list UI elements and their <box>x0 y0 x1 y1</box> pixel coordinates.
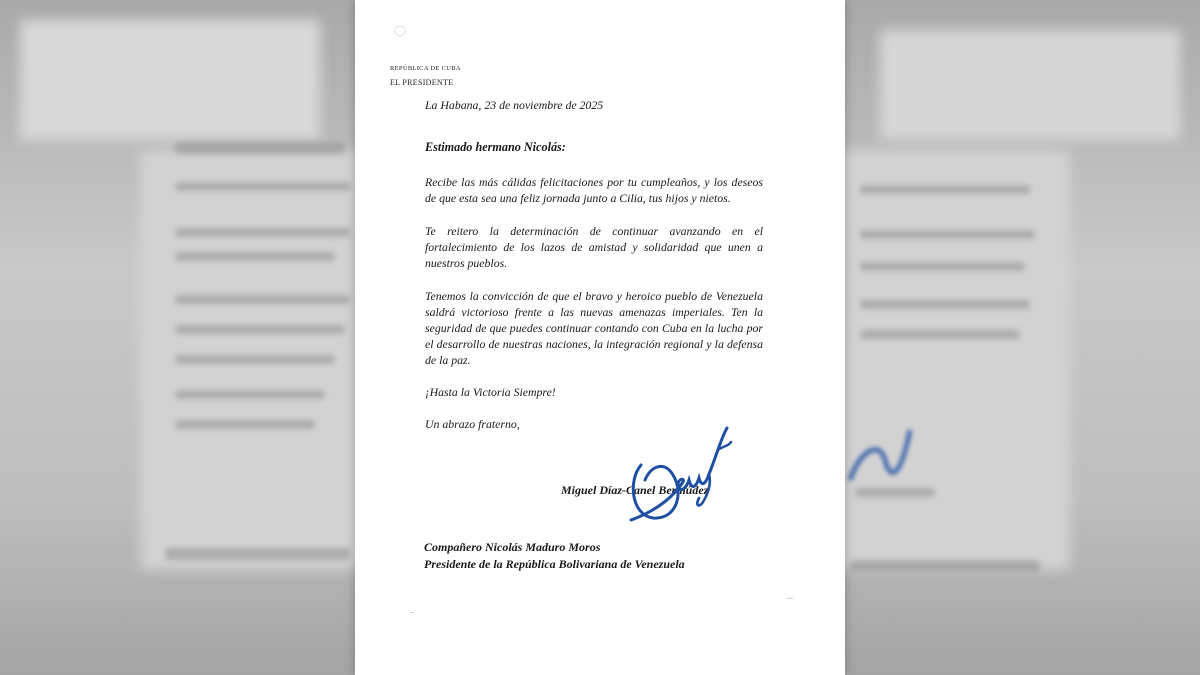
letterhead-office: EL PRESIDENTE <box>390 78 454 87</box>
footer-mark <box>787 598 793 599</box>
coat-of-arms-icon <box>393 24 407 38</box>
letter-closing: Un abrazo fraterno, <box>425 417 520 431</box>
letter-paragraph-1: Recibe las más cálidas felicitaciones por tu cumpleaños, y los deseos de que esta sea una feliz jornada junto a Cilia, tus hijos y nietos. <box>425 175 763 205</box>
recipient-title: Presidente de la República Bolivariana de Venezuela <box>424 557 685 571</box>
recipient-name: Compañero Nicolás Maduro Moros <box>424 540 601 554</box>
letter-paragraph-3: Tenemos la convicción de que el bravo y heroico pueblo de Venezuela saldrá victorioso frente a las nuevas amenazas imperiales. Ten la seguridad de que puedes continuar contando con Cuba en la lucha por el desarrollo de nuestras naciones, la integración regional y la defensa de la paz. <box>425 289 763 367</box>
handwritten-signature-icon <box>623 420 733 530</box>
letterhead-country: REPÚBLICA DE CUBA <box>390 65 461 72</box>
footer-mark <box>410 612 414 613</box>
letter-page <box>355 0 845 675</box>
letter-motto: ¡Hasta la Victoria Siempre! <box>425 385 556 399</box>
letter-paragraph-2: Te reitero la determinación de continuar avanzando en el fortalecimiento de los lazos de amistad y solidaridad que unen a nuestros pueblos. <box>425 224 763 270</box>
blurred-signature-icon <box>840 420 920 500</box>
letter-salutation: Estimado hermano Nicolás: <box>425 140 566 154</box>
signer-name: Miguel Díaz-Canel Bermúdez <box>561 483 709 497</box>
letter-date: La Habana, 23 de noviembre de 2025 <box>425 98 604 112</box>
